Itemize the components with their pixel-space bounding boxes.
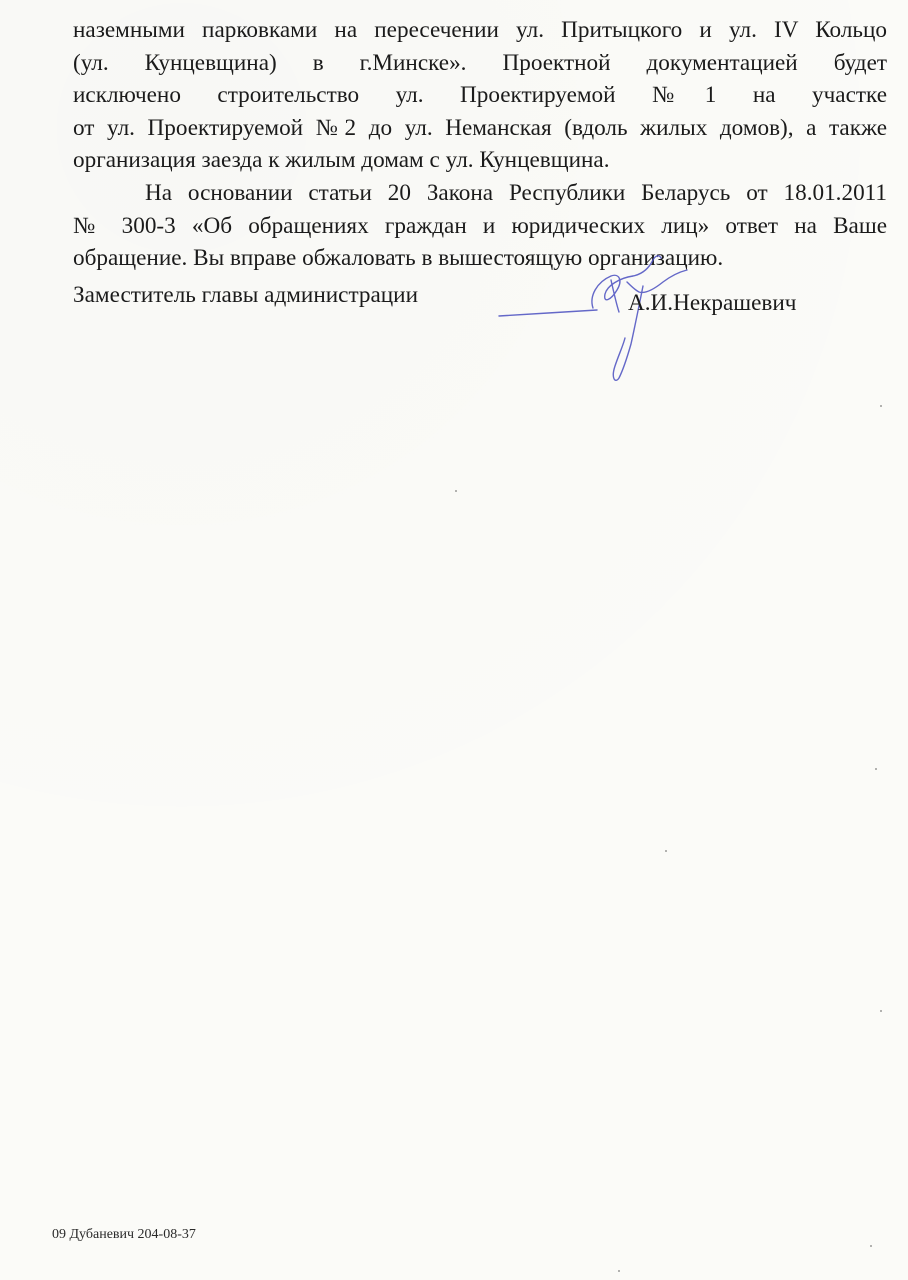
scan-speck — [455, 490, 457, 492]
scan-speck — [870, 1245, 872, 1247]
paragraph-1-line: организация заезда к жилым домам с ул. Кунцевщина. — [73, 147, 610, 174]
signature-stroke — [592, 275, 633, 308]
signatory-position: Заместитель главы администрации — [73, 282, 418, 308]
footer-note: 09 Дубаневич 204-08-37 — [52, 1227, 196, 1242]
scan-speck — [665, 850, 667, 852]
paragraph-2 — [73, 177, 887, 275]
paragraph-1-line: от ул. Проектируемой №2 до ул. Неманская (вдоль жилых домов), а также — [73, 114, 887, 141]
paragraph-1-line: (ул. Кунцевщина) в г.Минске». Проектной документацией будет — [73, 49, 887, 76]
signatory-name: А.И.Некрашевич — [628, 290, 797, 316]
paragraph-1-line: наземными парковками на пересечении ул. Притыцкого и ул. IV Кольцо — [73, 17, 887, 43]
scan-speck — [880, 405, 882, 407]
paragraph-2-line: На основании статьи 20 Закона Республики Беларусь от 18.01.2011 — [145, 179, 887, 206]
paragraph-2-line: обращение. Вы вправе обжаловать в вышестоящую организацию. — [73, 245, 724, 272]
signature-stroke — [633, 256, 661, 276]
paragraph-2-line: № 300-3 «Об обращениях граждан и юридических лиц» ответ на Ваше — [73, 212, 887, 239]
letter-body — [73, 14, 887, 275]
paragraph-1-line: исключено строительство ул. Проектируемой №1 на участке — [73, 82, 887, 109]
signature-block — [73, 282, 887, 382]
signature-stroke — [499, 310, 597, 316]
scan-speck — [880, 1010, 882, 1012]
scan-speck — [618, 1270, 620, 1272]
paragraph-1 — [73, 14, 887, 177]
scan-speck — [875, 768, 877, 770]
